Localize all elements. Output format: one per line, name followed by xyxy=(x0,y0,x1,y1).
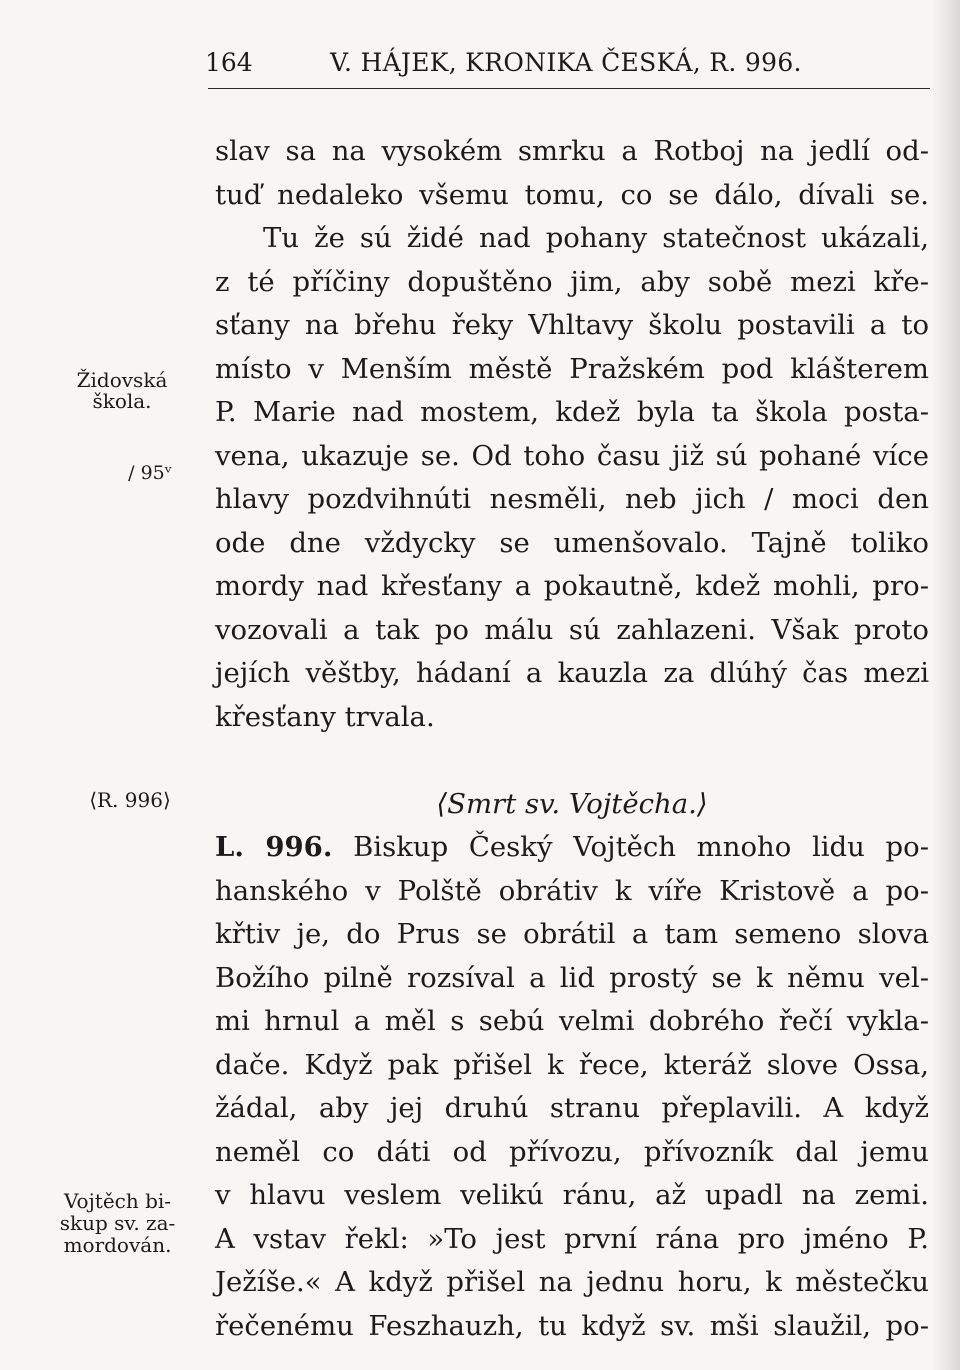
text-line: Tu že sú židé nad pohany statečnost ukázali, xyxy=(263,222,929,254)
margin-note-line: Vojtěch bi- xyxy=(63,1189,172,1213)
margin-note-vojtech xyxy=(45,1190,190,1256)
text-line: Ježíše.« A když přišel na jednu horu, k městečku xyxy=(215,1266,929,1298)
text-line: křtiv je, do Prus se obrátil a tam semeno slova xyxy=(215,918,929,950)
main-text xyxy=(215,130,929,1348)
margin-note-line: Židovská xyxy=(76,368,168,392)
text-line: hanského v Polště obrátiv k víře Kristově a po- xyxy=(215,874,929,907)
margin-note-line: škola. xyxy=(92,389,152,413)
text-line: v hlavu veslem velikú ránu, až upadl na zemi. xyxy=(215,1179,929,1211)
text-line: slav sa na vysokém smrku a Rotboj na jedlí od- xyxy=(215,135,929,167)
section-heading: ⟨Smrt sv. Vojtěcha.⟩ xyxy=(436,787,708,820)
text-line: dače. Když pak přišel k řece, kteráž slove Ossa, xyxy=(215,1048,929,1081)
margin-note-line: skup sv. za- xyxy=(59,1211,176,1235)
text-line: tuď nedaleko všemu tomu, co se dálo, dívali se. xyxy=(215,178,929,211)
text-line: vozovali a tak po málu sú zahlazeni. Však proto xyxy=(215,613,929,646)
running-title: V. HÁJEK, KRONIKA ČESKÁ, R. 996. xyxy=(330,48,802,77)
page-number: 164 xyxy=(205,48,253,77)
year-lead: L. 996. xyxy=(215,831,333,863)
text-line: ode dne vždycky se umenšovalo. Tajně toliko xyxy=(215,526,929,559)
text-line: místo v Menším městě Pražském pod klášterem xyxy=(215,352,929,385)
margin-note-year: ⟨R. 996⟩ xyxy=(89,788,171,812)
text-line: neměl co dáti od přívozu, přívozník dal jemu xyxy=(215,1135,929,1168)
page-header xyxy=(205,48,930,88)
text-line: křesťany trvala. xyxy=(215,700,435,733)
text-line: řečenému Feszhauzh, tu když sv. mši slaužil, po- xyxy=(215,1309,929,1342)
text-line-rest: Biskup Český Vojtěch mnoho lidu po- xyxy=(332,831,930,863)
margin-note-folio: / 95ᵛ xyxy=(128,462,172,484)
text-line: z té příčiny dopuštěno jim, aby sobě mezi kře- xyxy=(215,265,929,298)
text-line: jejích věštby, hádaní a kauzla za dlúhý čas mezi xyxy=(215,657,929,689)
header-rule xyxy=(208,88,930,89)
text-line: žádal, aby jej druhú stranu přeplavili. A když xyxy=(215,1092,929,1124)
margin-note-line: mordován. xyxy=(63,1233,172,1257)
text-line: P. Marie nad mostem, kdež byla ta škola posta- xyxy=(215,396,929,428)
text-line: A vstav řekl: »To jest první rána pro jméno P. xyxy=(215,1222,929,1255)
text-line: vena, ukazuje se. Od toho času již sú pohané více xyxy=(215,439,929,472)
text-line xyxy=(215,826,929,870)
text-line: sťany na břehu řeky Vhltavy školu postavili a to xyxy=(215,309,929,341)
text-line: mordy nad křesťany a pokautně, kdež mohli, pro- xyxy=(215,570,929,602)
page-edge-shadow xyxy=(932,0,960,1370)
text-line: mi hrnul a měl s sebú velmi dobrého řečí vykla- xyxy=(215,1005,929,1037)
text-line: hlavy pozdvihnúti nesměli, neb jich / moci den xyxy=(215,483,929,515)
text-line: Božího pilně rozsíval a lid prostý se k němu vel- xyxy=(215,961,929,994)
margin-note-jewish-school xyxy=(62,370,182,412)
